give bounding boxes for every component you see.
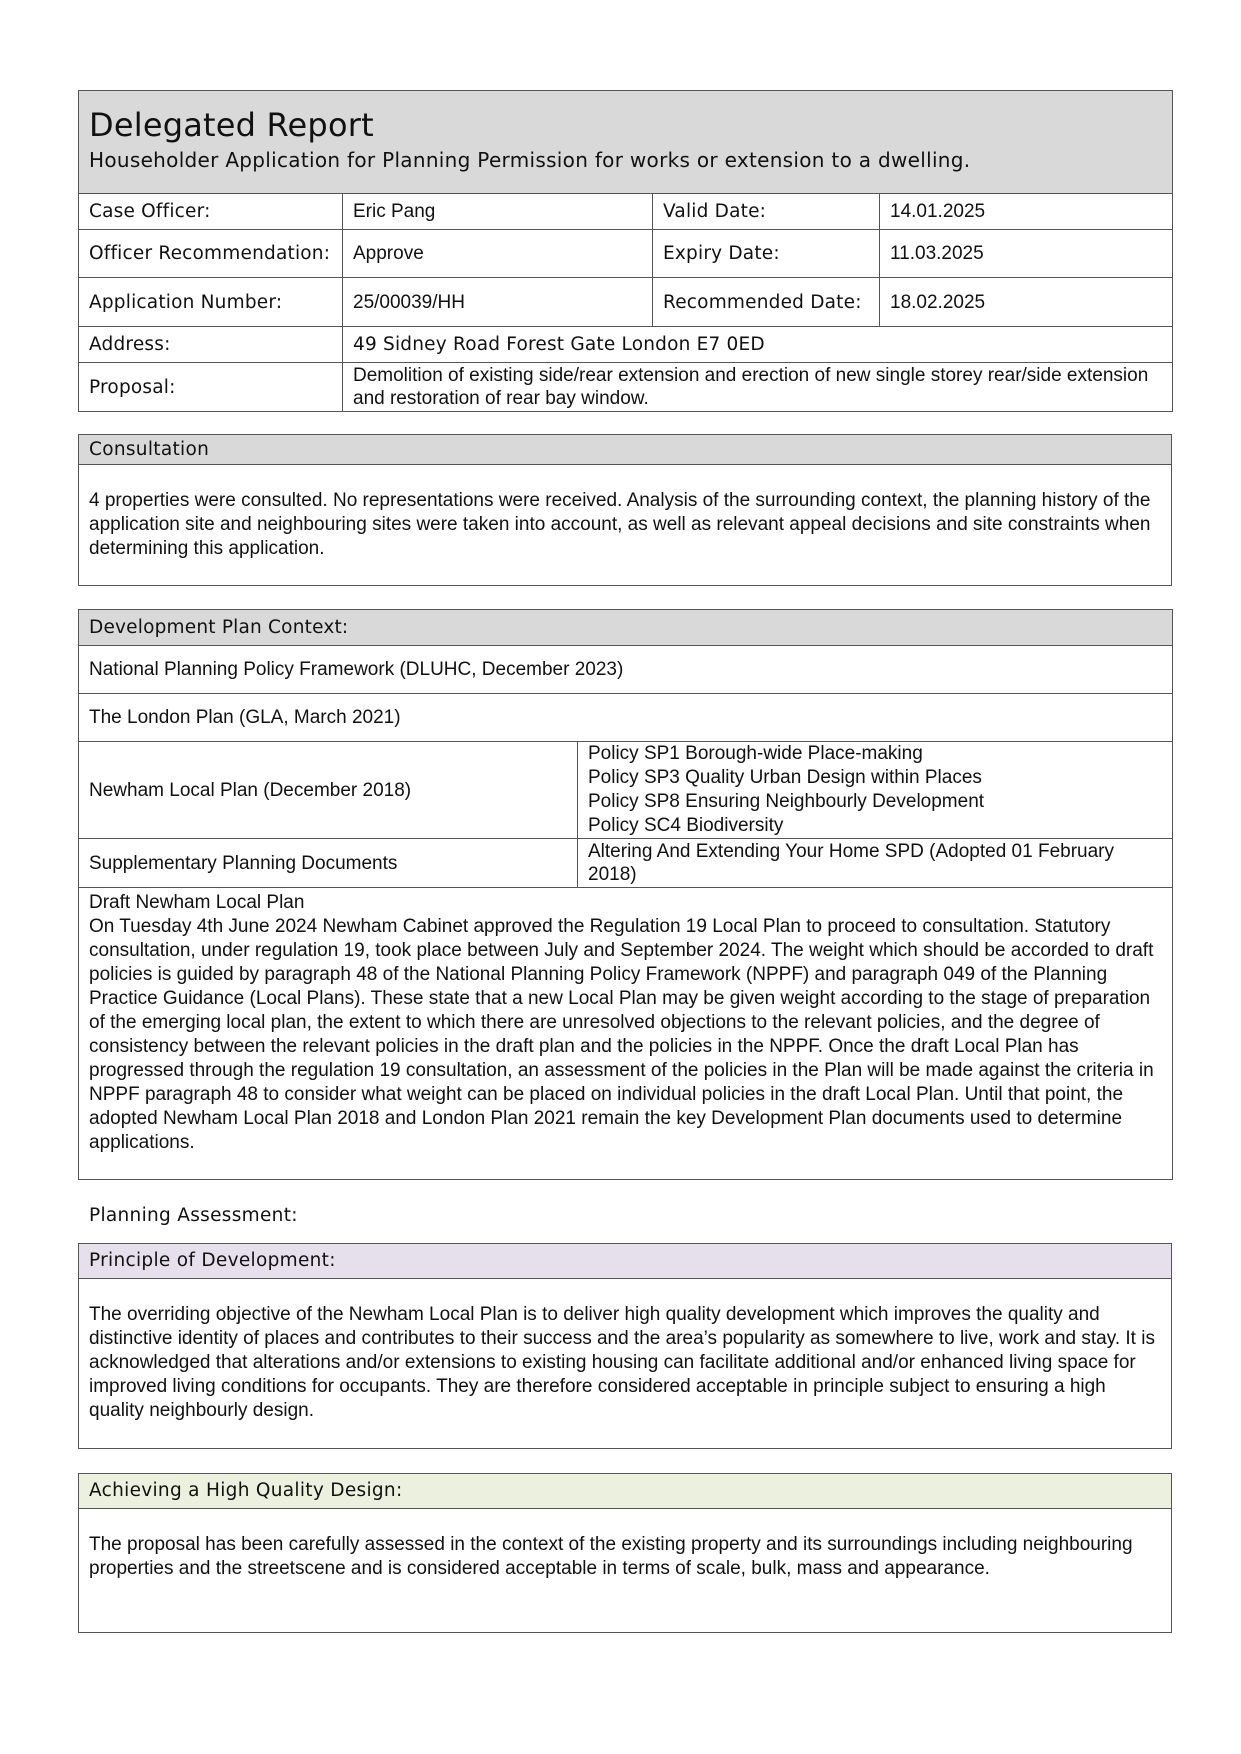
draft-local-plan-title: Draft Newham Local Plan <box>89 892 305 913</box>
principle-text: The overriding objective of the Newham Local Plan is to deliver high quality development which improves the quality and distinctive identity of places and contributes to their success and the area’s popularity as somewhere to live, work and stay. It is acknowledged that alterations and/or extensions to existing housing can facilitate additional and/or enhanced living space for improved living conditions for occupants. They are therefore considered acceptable in principle subject to ensuring a high quality neighbourly design. <box>89 1304 1155 1421</box>
case-officer-value: Eric Pang <box>343 194 653 230</box>
policy-item: Policy SP8 Ensuring Neighbourly Development <box>588 791 985 812</box>
report-subtitle: Householder Application for Planning Permission for works or extension to a dwelling. <box>89 148 971 172</box>
report-page <box>78 90 1172 1633</box>
planning-assessment-heading: Planning Assessment: <box>89 1205 298 1226</box>
proposal-label: Proposal: <box>79 363 343 412</box>
policy-item: Policy SC4 Biodiversity <box>588 815 784 836</box>
draft-local-plan-text: On Tuesday 4th June 2024 Newham Cabinet approved the Regulation 19 Local Plan to proceed to consultation. Statutory consultation, under regulation 19, took place between July and September 2024. The weight which should be accorded to draft policies is guided by paragraph 48 of the National Planning Policy Framework (NPPF) and paragraph 049 of the Planning Practice Guidance (Local Plans). These state that a new Local Plan may be given weight according to the stage of preparation of the emerging local plan, the extent to which there are unresolved objections to the relevant policies, and the degree of consistency between the relevant policies in the draft plan and the policies in the NPPF. Once the draft Local Plan has progressed through the regulation 19 consultation, an assessment of the policies in the Plan will be made against the criteria in NPPF paragraph 48 to consider what weight can be placed on individual policies in the draft Local Plan. Until that point, the adopted Newham Local Plan 2018 and London Plan 2021 remain the key Development Plan documents used to determine applications. <box>89 916 1154 1153</box>
consultation-text: 4 properties were consulted. No representations were received. Analysis of the surrounding context, the planning history of the application site and neighbouring sites were taken into account, as well as relevant appeal decisions and site constraints when determining this application. <box>89 490 1151 559</box>
design-section <box>78 1473 1172 1633</box>
local-plan-label: Newham Local Plan (December 2018) <box>79 742 578 839</box>
application-number-label: Application Number: <box>79 278 343 327</box>
principle-body <box>79 1279 1171 1447</box>
nppf-row: National Planning Policy Framework (DLUHC, December 2023) <box>79 646 1173 694</box>
address-value: 49 Sidney Road Forest Gate London E7 0ED <box>343 327 1173 363</box>
policy-item: Policy SP1 Borough-wide Place-making <box>588 743 923 764</box>
report-title-cell <box>79 91 1173 194</box>
principle-heading: Principle of Development: <box>79 1244 1171 1279</box>
design-heading: Achieving a High Quality Design: <box>79 1474 1171 1509</box>
application-number-value: 25/00039/HH <box>343 278 653 327</box>
recommended-date-value: 18.02.2025 <box>880 278 1173 327</box>
draft-local-plan-cell <box>79 888 1173 1180</box>
consultation-body <box>79 465 1171 585</box>
development-plan-heading: Development Plan Context: <box>79 610 1173 646</box>
expiry-date-value: 11.03.2025 <box>880 230 1173 278</box>
case-officer-label: Case Officer: <box>79 194 343 230</box>
consultation-heading: Consultation <box>79 435 1171 465</box>
recommendation-label: Officer Recommendation: <box>79 230 343 278</box>
design-text: The proposal has been carefully assessed in the context of the existing property and its surroundings including neighbouring properties and the streetscene and is considered acceptable in terms of scale, bulk, mass and appearance. <box>89 1534 1133 1579</box>
valid-date-label: Valid Date: <box>653 194 880 230</box>
spd-value: Altering And Extending Your Home SPD (Adopted 01 February 2018) <box>578 839 1173 888</box>
expiry-date-label: Expiry Date: <box>653 230 880 278</box>
london-plan-row: The London Plan (GLA, March 2021) <box>79 694 1173 742</box>
spd-label: Supplementary Planning Documents <box>79 839 578 888</box>
policy-item: Policy SP3 Quality Urban Design within Places <box>588 767 982 788</box>
principle-section <box>78 1243 1172 1449</box>
proposal-value: Demolition of existing side/rear extension and erection of new single storey rear/side extension and restoration of rear bay window. <box>343 363 1173 412</box>
report-header-table <box>78 90 1173 412</box>
recommendation-value: Approve <box>343 230 653 278</box>
valid-date-value: 14.01.2025 <box>880 194 1173 230</box>
page-title: Delegated Report <box>89 106 374 144</box>
local-plan-policies <box>578 742 1173 839</box>
development-plan-table <box>78 609 1173 1180</box>
address-label: Address: <box>79 327 343 363</box>
consultation-section <box>78 434 1172 586</box>
recommended-date-label: Recommended Date: <box>653 278 880 327</box>
design-body <box>79 1509 1171 1605</box>
